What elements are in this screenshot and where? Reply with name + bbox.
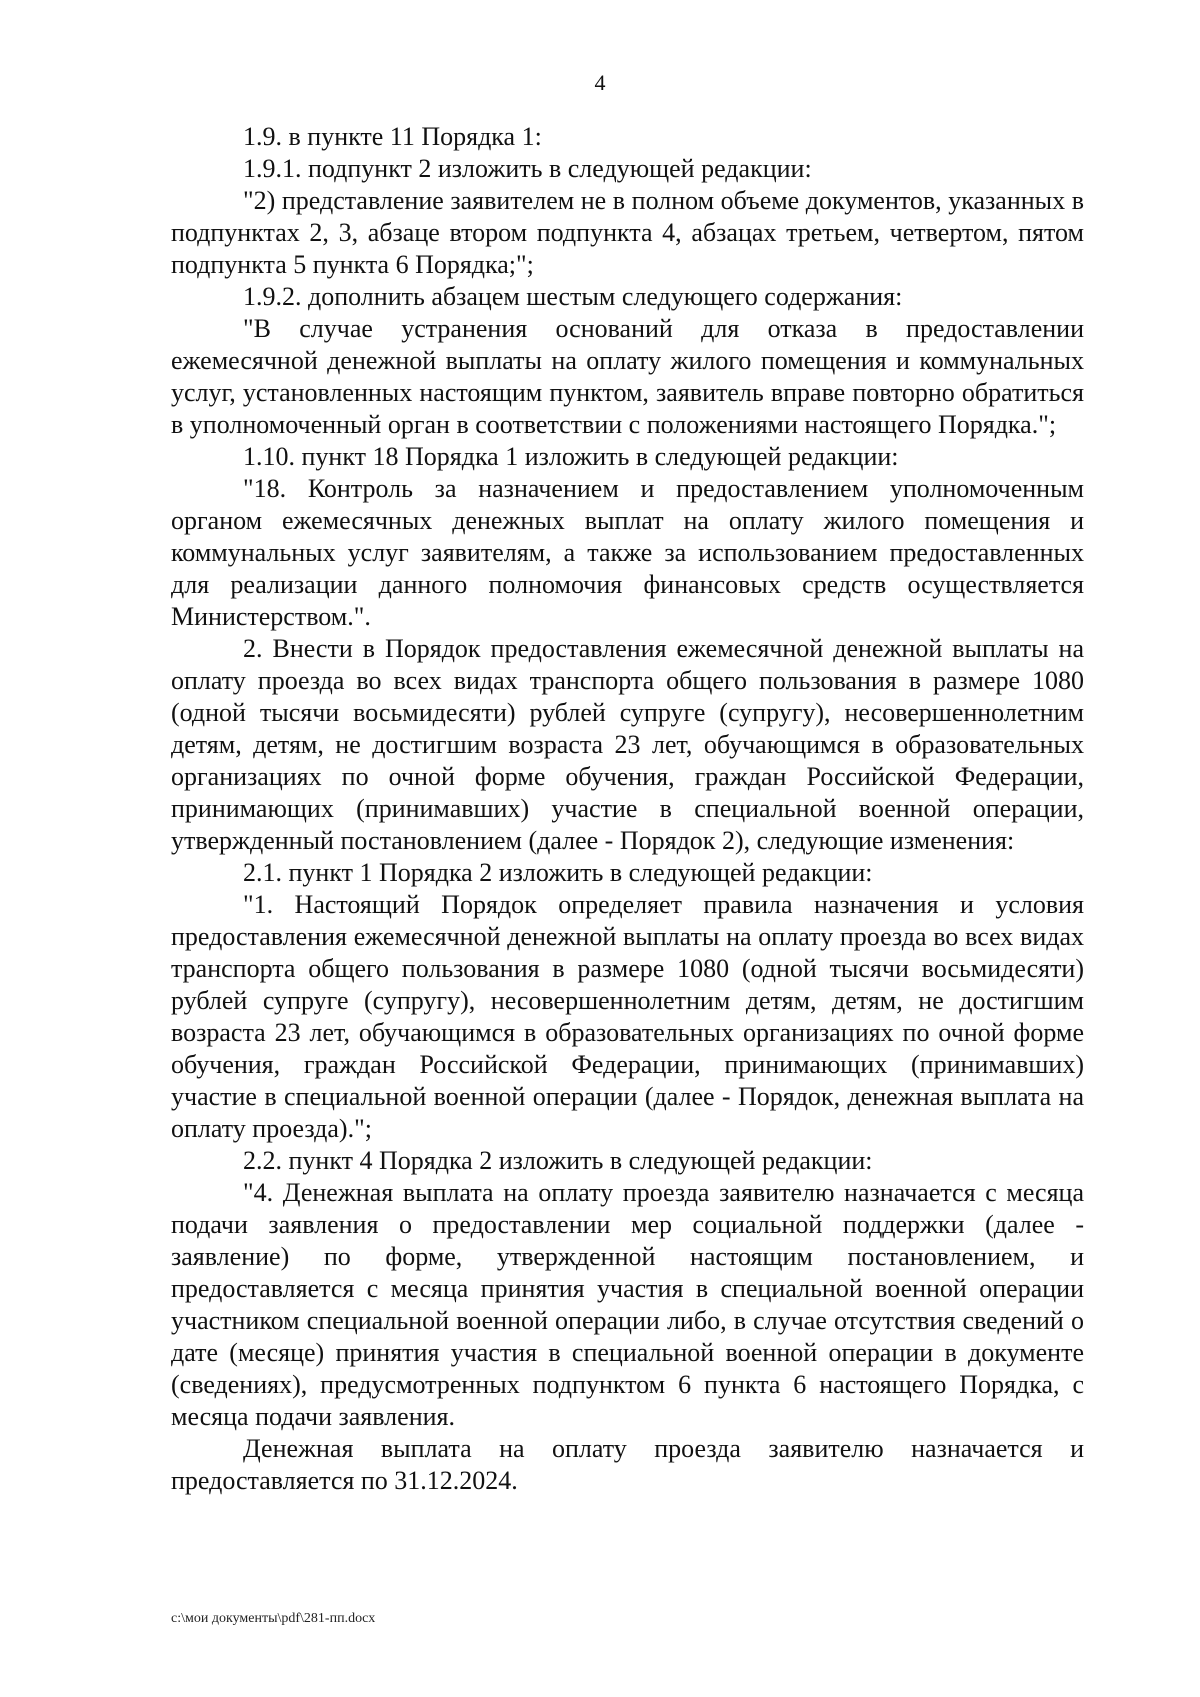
paragraph-2-2: 2.2. пункт 4 Порядка 2 изложить в следующей редакции: bbox=[243, 1146, 873, 1175]
paragraph-quote-4: "4. Денежная выплата на оплату проезда заявителю назначается с месяца подачи заявления о предоставлении мер социальной поддержки (далее - заявление) по форме, утвержденной настоящим постановлением, и предоставляется с месяца принятия участия в специальной военной операции участником специальной военной операции либо, в случае отсутствия сведений о дате (месяце) принятия участия в специальной военной операции в документе (сведениях), предусмотренных подпунктом 6 пункта 6 настоящего Порядка, с месяца подачи заявления. bbox=[171, 1178, 1084, 1431]
paragraph-1-9-2: 1.9.2. дополнить абзацем шестым следующего содержания: bbox=[243, 282, 903, 311]
paragraph-1-9-1: 1.9.1. подпункт 2 изложить в следующей редакции: bbox=[243, 154, 812, 183]
paragraph-quote-2: "2) представление заявителем не в полном объеме документов, указанных в подпунктах 2, 3, абзаце втором подпункта 4, абзацах третьем, четвертом, пятом подпункта 5 пункта 6 Порядка;"; bbox=[171, 186, 1084, 279]
paragraph-quote-refusal: "В случае устранения оснований для отказа в предоставлении ежемесячной денежной выплаты на оплату жилого помещения и коммунальных услуг, установленных настоящим пунктом, заявитель вправе повторно обратиться в уполномоченный орган в соответствии с положениями настоящего Порядка."; bbox=[171, 314, 1084, 439]
paragraph-quote-18: "18. Контроль за назначением и предоставлением уполномоченным органом ежемесячных денежных выплат на оплату жилого помещения и коммунальных услуг заявителям, а также за использованием предоставленных для реализации данного полномочия финансовых средств осуществляется Министерством.". bbox=[171, 474, 1084, 631]
paragraph-1-10: 1.10. пункт 18 Порядка 1 изложить в следующей редакции: bbox=[243, 442, 899, 471]
paragraph-2-1: 2.1. пункт 1 Порядка 2 изложить в следующей редакции: bbox=[243, 858, 873, 887]
paragraph-payment-period: Денежная выплата на оплату проезда заявителю назначается и предоставляется по 31.12.2024. bbox=[171, 1434, 1084, 1495]
paragraph-quote-1: "1. Настоящий Порядок определяет правила назначения и условия предоставления ежемесячной денежной выплаты на оплату проезда во всех видах транспорта общего пользования в размере 1080 (одной тысячи восьмидесяти) рублей супруге (супругу), несовершеннолетним детям, детям, не достигшим возраста 23 лет, обучающимся в образовательных организациях по очной форме обучения, граждан Российской Федерации, принимающих (принимавших) участие в специальной военной операции (далее - Порядок, денежная выплата на оплату проезда)."; bbox=[171, 890, 1084, 1143]
page-number: 4 bbox=[594, 70, 606, 95]
document-body bbox=[171, 121, 1084, 1497]
paragraph-2: 2. Внести в Порядок предоставления ежемесячной денежной выплаты на оплату проезда во всех видах транспорта общего пользования в размере 1080 (одной тысячи восьмидесяти) рублей супруге (супругу), несовершеннолетним детям, детям, не достигшим возраста 23 лет, обучающимся в образовательных организациях по очной форме обучения, граждан Российской Федерации, принимающих (принимавших) участие в специальной военной операции, утвержденный постановлением (далее - Порядок 2), следующие изменения: bbox=[171, 634, 1084, 855]
paragraph-1-9: 1.9. в пункте 11 Порядка 1: bbox=[243, 122, 542, 151]
footer-file-path: c:\мои документы\pdf\281-пп.docx bbox=[171, 1611, 376, 1626]
